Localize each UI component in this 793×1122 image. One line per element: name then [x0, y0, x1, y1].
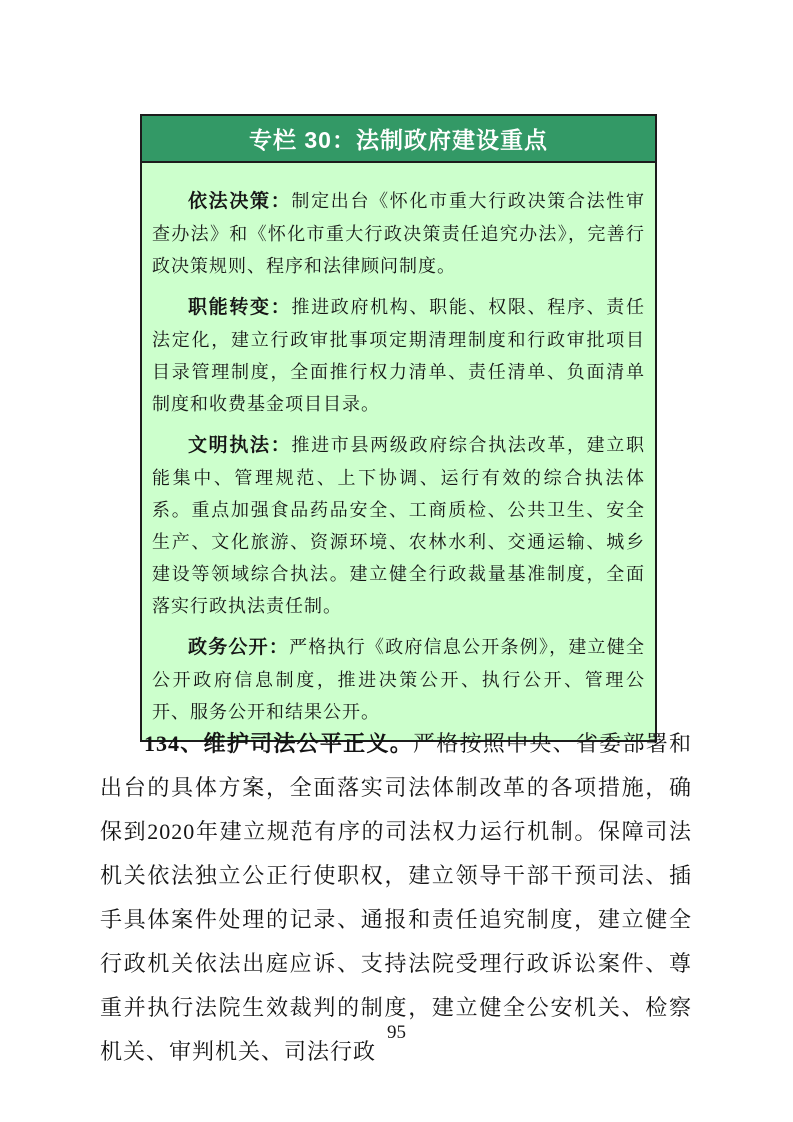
panel-body — [142, 163, 655, 740]
panel-paragraph-transparency — [152, 631, 645, 728]
page-number: 95 — [387, 1022, 406, 1043]
panel-paragraph-label: 政务公开： — [188, 637, 290, 658]
panel-paragraph-text: 制定出台《怀化市重大行政决策合法性审查办法》和《怀化市重大行政决策责任追究办法》，完善行政决策规则、程序和法律顾问制度。 — [152, 191, 645, 276]
body-paragraph-text: 严格按照中央、省委部署和出台的具体方案，全面落实司法体制改革的各项措施，确保到2020年建立规范有序的司法权力运行机制。保障司法机关依法独立公正行使职权，建立领导干部干预司法、插手具体案件处理的记录、通报和责任追究制度，建立健全行政机关依法出庭应诉、支持法院受理行政诉讼案件、尊重并执行法院生效裁判的制度，建立健全公安机关、检察机关、审判机关、司法行政 — [100, 731, 692, 1064]
panel-paragraph-decision — [152, 185, 645, 282]
panel-paragraph-label: 文明执法： — [188, 435, 292, 456]
panel-paragraph-text: 推进政府机构、职能、权限、程序、责任法定化，建立行政审批事项定期清理制度和行政审批项目目录管理制度，全面推行权力清单、责任清单、负面清单制度和收费基金项目目录。 — [152, 297, 645, 414]
page-footer — [0, 1022, 793, 1044]
panel-paragraph-enforcement — [152, 429, 645, 622]
panel-header — [142, 116, 655, 163]
panel-title: 专栏 30：法制政府建设重点 — [249, 127, 548, 153]
panel-paragraph-function — [152, 291, 645, 420]
panel-paragraph-label: 职能转变： — [188, 297, 292, 318]
highlight-panel — [140, 114, 657, 742]
panel-paragraph-text: 推进市县两级政府综合执法改革，建立职能集中、管理规范、上下协调、运行有效的综合执法体系。重点加强食品药品安全、工商质检、公共卫生、安全生产、文化旅游、资源环境、农林水利、交通运输、城乡建设等领域综合执法。建立健全行政裁量基准制度，全面落实行政执法责任制。 — [152, 435, 645, 616]
body-paragraph-lead: 134、维护司法公平正义。 — [144, 731, 413, 756]
panel-paragraph-label: 依法决策： — [188, 191, 292, 212]
panel-paragraph-text: 严格执行《政府信息公开条例》，建立健全公开政府信息制度，推进决策公开、执行公开、管理公开、服务公开和结果公开。 — [152, 637, 645, 722]
